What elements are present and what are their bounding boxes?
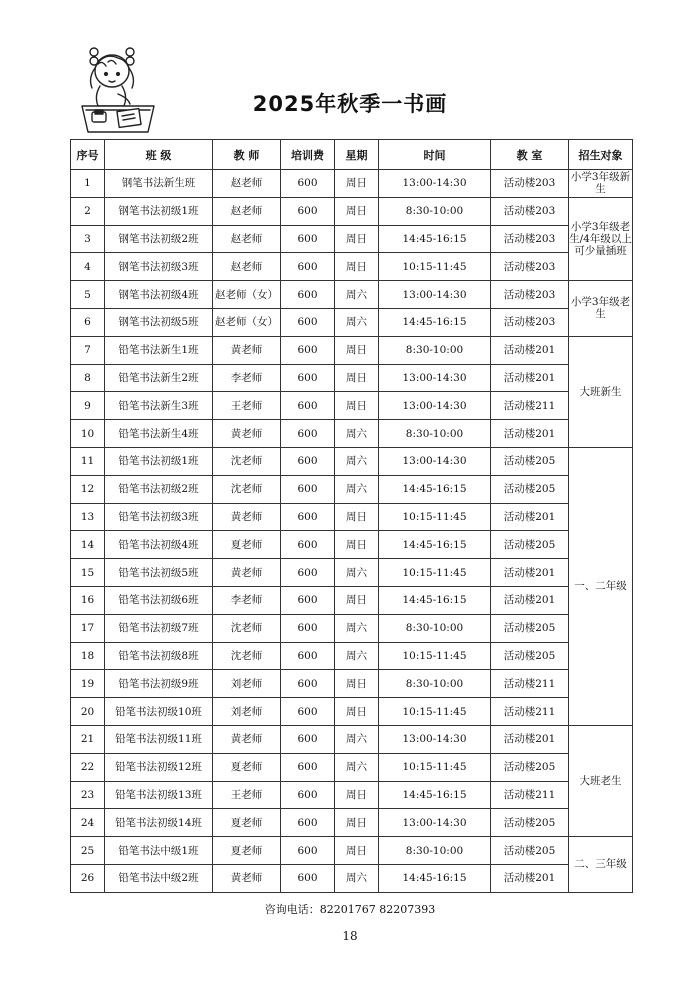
- weekday-cell: 周日: [335, 837, 379, 865]
- row-number-cell: 17: [71, 614, 105, 642]
- fee-cell: 600: [281, 475, 335, 503]
- classroom-cell: 活动楼211: [491, 392, 569, 420]
- weekday-cell: 周六: [335, 281, 379, 309]
- table-row: [71, 170, 633, 198]
- teacher-name-cell: 沈老师: [213, 447, 281, 475]
- teacher-name-cell: 沈老师: [213, 642, 281, 670]
- classroom-cell: 活动楼203: [491, 197, 569, 225]
- teacher-name-cell: 赵老师（女）: [213, 308, 281, 336]
- teacher-name-cell: 黄老师: [213, 420, 281, 448]
- table-row: [71, 364, 633, 392]
- time-slot-cell: 13:00-14:30: [379, 725, 491, 753]
- header-room: 教 室: [491, 140, 569, 170]
- classroom-cell: 活动楼205: [491, 642, 569, 670]
- class-name-cell: 铅笔书法新生3班: [105, 392, 213, 420]
- time-slot-cell: 13:00-14:30: [379, 809, 491, 837]
- weekday-cell: 周六: [335, 642, 379, 670]
- table-row: [71, 586, 633, 614]
- table-row: [71, 837, 633, 865]
- fee-cell: 600: [281, 308, 335, 336]
- class-name-cell: 铅笔书法初级7班: [105, 614, 213, 642]
- class-name-cell: 钢笔书法初级2班: [105, 225, 213, 253]
- table-row: [71, 503, 633, 531]
- table-row: [71, 864, 633, 892]
- class-name-cell: 铅笔书法初级11班: [105, 725, 213, 753]
- row-number-cell: 26: [71, 864, 105, 892]
- classroom-cell: 活动楼205: [491, 614, 569, 642]
- weekday-cell: 周日: [335, 197, 379, 225]
- header-time: 时间: [379, 140, 491, 170]
- classroom-cell: 活动楼201: [491, 420, 569, 448]
- row-number-cell: 4: [71, 253, 105, 281]
- fee-cell: 600: [281, 559, 335, 587]
- classroom-cell: 活动楼211: [491, 670, 569, 698]
- row-number-cell: 12: [71, 475, 105, 503]
- weekday-cell: 周日: [335, 170, 379, 198]
- table-row: [71, 725, 633, 753]
- fee-cell: 600: [281, 781, 335, 809]
- class-name-cell: 铅笔书法初级5班: [105, 559, 213, 587]
- row-number-cell: 14: [71, 531, 105, 559]
- classroom-cell: 活动楼201: [491, 586, 569, 614]
- target-group-cell: 小学3年级老生: [569, 281, 633, 337]
- teacher-name-cell: 刘老师: [213, 670, 281, 698]
- row-number-cell: 24: [71, 809, 105, 837]
- class-name-cell: 铅笔书法初级3班: [105, 503, 213, 531]
- class-name-cell: 钢笔书法初级5班: [105, 308, 213, 336]
- row-number-cell: 8: [71, 364, 105, 392]
- weekday-cell: 周日: [335, 253, 379, 281]
- weekday-cell: 周日: [335, 392, 379, 420]
- row-number-cell: 7: [71, 336, 105, 364]
- row-number-cell: 20: [71, 698, 105, 726]
- class-name-cell: 铅笔书法初级4班: [105, 531, 213, 559]
- time-slot-cell: 14:45-16:15: [379, 531, 491, 559]
- time-slot-cell: 14:45-16:15: [379, 586, 491, 614]
- weekday-cell: 周日: [335, 809, 379, 837]
- time-slot-cell: 10:15-11:45: [379, 753, 491, 781]
- header-fee: 培训费: [281, 140, 335, 170]
- table-row: [71, 559, 633, 587]
- class-name-cell: 铅笔书法初级8班: [105, 642, 213, 670]
- weekday-cell: 周日: [335, 364, 379, 392]
- table-body: [71, 170, 633, 893]
- class-name-cell: 钢笔书法初级3班: [105, 253, 213, 281]
- class-name-cell: 铅笔书法新生1班: [105, 336, 213, 364]
- row-number-cell: 22: [71, 753, 105, 781]
- header-class: 班 级: [105, 140, 213, 170]
- time-slot-cell: 13:00-14:30: [379, 170, 491, 198]
- class-name-cell: 铅笔书法中级1班: [105, 837, 213, 865]
- time-slot-cell: 10:15-11:45: [379, 642, 491, 670]
- fee-cell: 600: [281, 725, 335, 753]
- teacher-name-cell: 黄老师: [213, 725, 281, 753]
- class-name-cell: 铅笔书法初级14班: [105, 809, 213, 837]
- time-slot-cell: 8:30-10:00: [379, 197, 491, 225]
- teacher-name-cell: 赵老师（女）: [213, 281, 281, 309]
- classroom-cell: 活动楼205: [491, 809, 569, 837]
- weekday-cell: 周六: [335, 614, 379, 642]
- classroom-cell: 活动楼211: [491, 781, 569, 809]
- time-slot-cell: 8:30-10:00: [379, 336, 491, 364]
- classroom-cell: 活动楼203: [491, 225, 569, 253]
- row-number-cell: 13: [71, 503, 105, 531]
- fee-cell: 600: [281, 170, 335, 198]
- fee-cell: 600: [281, 197, 335, 225]
- teacher-name-cell: 夏老师: [213, 753, 281, 781]
- fee-cell: 600: [281, 614, 335, 642]
- weekday-cell: 周日: [335, 586, 379, 614]
- weekday-cell: 周日: [335, 225, 379, 253]
- teacher-name-cell: 王老师: [213, 392, 281, 420]
- target-group-cell: 一、二年级: [569, 447, 633, 725]
- target-group-cell: 二、三年级: [569, 837, 633, 893]
- weekday-cell: 周日: [335, 336, 379, 364]
- teacher-name-cell: 夏老师: [213, 837, 281, 865]
- weekday-cell: 周日: [335, 531, 379, 559]
- class-name-cell: 铅笔书法中级2班: [105, 864, 213, 892]
- weekday-cell: 周六: [335, 475, 379, 503]
- weekday-cell: 周六: [335, 308, 379, 336]
- class-schedule-table: [70, 139, 633, 893]
- teacher-name-cell: 李老师: [213, 586, 281, 614]
- classroom-cell: 活动楼203: [491, 308, 569, 336]
- row-number-cell: 15: [71, 559, 105, 587]
- table-row: [71, 392, 633, 420]
- fee-cell: 600: [281, 447, 335, 475]
- fee-cell: 600: [281, 281, 335, 309]
- class-name-cell: 钢笔书法初级1班: [105, 197, 213, 225]
- time-slot-cell: 14:45-16:15: [379, 781, 491, 809]
- table-row: [71, 308, 633, 336]
- class-name-cell: 铅笔书法初级13班: [105, 781, 213, 809]
- table-row: [71, 531, 633, 559]
- teacher-name-cell: 沈老师: [213, 614, 281, 642]
- header-target: 招生对象: [569, 140, 633, 170]
- time-slot-cell: 10:15-11:45: [379, 503, 491, 531]
- time-slot-cell: 13:00-14:30: [379, 281, 491, 309]
- weekday-cell: 周日: [335, 670, 379, 698]
- teacher-name-cell: 赵老师: [213, 197, 281, 225]
- target-group-cell: 大班新生: [569, 336, 633, 447]
- classroom-cell: 活动楼205: [491, 753, 569, 781]
- weekday-cell: 周六: [335, 864, 379, 892]
- fee-cell: 600: [281, 864, 335, 892]
- target-group-cell: 小学3年级新生: [569, 170, 633, 198]
- row-number-cell: 18: [71, 642, 105, 670]
- time-slot-cell: 10:15-11:45: [379, 698, 491, 726]
- fee-cell: 600: [281, 642, 335, 670]
- row-number-cell: 21: [71, 725, 105, 753]
- table-row: [71, 698, 633, 726]
- row-number-cell: 5: [71, 281, 105, 309]
- weekday-cell: 周日: [335, 503, 379, 531]
- fee-cell: 600: [281, 225, 335, 253]
- target-group-cell: 大班老生: [569, 725, 633, 836]
- class-name-cell: 铅笔书法初级10班: [105, 698, 213, 726]
- class-name-cell: 钢笔书法初级4班: [105, 281, 213, 309]
- classroom-cell: 活动楼211: [491, 698, 569, 726]
- row-number-cell: 23: [71, 781, 105, 809]
- table-row: [71, 336, 633, 364]
- teacher-name-cell: 王老师: [213, 781, 281, 809]
- classroom-cell: 活动楼205: [491, 475, 569, 503]
- fee-cell: 600: [281, 364, 335, 392]
- contact-phone: 咨询电话：82201767 82207393: [264, 903, 436, 916]
- header-day: 星期: [335, 140, 379, 170]
- table-row: [71, 809, 633, 837]
- row-number-cell: 9: [71, 392, 105, 420]
- page-number: 18: [342, 929, 358, 943]
- class-name-cell: 铅笔书法初级9班: [105, 670, 213, 698]
- teacher-name-cell: 黄老师: [213, 559, 281, 587]
- time-slot-cell: 14:45-16:15: [379, 308, 491, 336]
- row-number-cell: 3: [71, 225, 105, 253]
- class-name-cell: 铅笔书法初级12班: [105, 753, 213, 781]
- table-row: [71, 447, 633, 475]
- classroom-cell: 活动楼201: [491, 559, 569, 587]
- classroom-cell: 活动楼201: [491, 336, 569, 364]
- fee-cell: 600: [281, 753, 335, 781]
- classroom-cell: 活动楼201: [491, 503, 569, 531]
- classroom-cell: 活动楼205: [491, 531, 569, 559]
- teacher-name-cell: 李老师: [213, 364, 281, 392]
- table-header-row: [71, 140, 633, 170]
- classroom-cell: 活动楼201: [491, 864, 569, 892]
- classroom-cell: 活动楼203: [491, 253, 569, 281]
- header-no: 序号: [71, 140, 105, 170]
- class-name-cell: 铅笔书法初级2班: [105, 475, 213, 503]
- table-row: [71, 253, 633, 281]
- time-slot-cell: 8:30-10:00: [379, 420, 491, 448]
- time-slot-cell: 8:30-10:00: [379, 614, 491, 642]
- weekday-cell: 周六: [335, 559, 379, 587]
- fee-cell: 600: [281, 253, 335, 281]
- time-slot-cell: 13:00-14:30: [379, 392, 491, 420]
- table-row: [71, 475, 633, 503]
- weekday-cell: 周日: [335, 781, 379, 809]
- weekday-cell: 周六: [335, 447, 379, 475]
- table-row: [71, 225, 633, 253]
- target-group-cell: 小学3年级老生/4年级以上可少量插班: [569, 197, 633, 280]
- class-name-cell: 铅笔书法初级1班: [105, 447, 213, 475]
- table-row: [71, 781, 633, 809]
- row-number-cell: 25: [71, 837, 105, 865]
- teacher-name-cell: 赵老师: [213, 253, 281, 281]
- teacher-name-cell: 黄老师: [213, 864, 281, 892]
- row-number-cell: 10: [71, 420, 105, 448]
- fee-cell: 600: [281, 670, 335, 698]
- page-title: 2025年秋季一书画: [252, 92, 448, 116]
- time-slot-cell: 14:45-16:15: [379, 225, 491, 253]
- class-name-cell: 铅笔书法新生2班: [105, 364, 213, 392]
- fee-cell: 600: [281, 420, 335, 448]
- row-number-cell: 6: [71, 308, 105, 336]
- classroom-cell: 活动楼203: [491, 281, 569, 309]
- teacher-name-cell: 赵老师: [213, 170, 281, 198]
- table-row: [71, 420, 633, 448]
- row-number-cell: 1: [71, 170, 105, 198]
- time-slot-cell: 13:00-14:30: [379, 364, 491, 392]
- classroom-cell: 活动楼205: [491, 837, 569, 865]
- classroom-cell: 活动楼201: [491, 364, 569, 392]
- teacher-name-cell: 夏老师: [213, 809, 281, 837]
- row-number-cell: 11: [71, 447, 105, 475]
- row-number-cell: 19: [71, 670, 105, 698]
- fee-cell: 600: [281, 503, 335, 531]
- table-row: [71, 281, 633, 309]
- teacher-name-cell: 夏老师: [213, 531, 281, 559]
- table-row: [71, 670, 633, 698]
- fee-cell: 600: [281, 837, 335, 865]
- classroom-cell: 活动楼203: [491, 170, 569, 198]
- fee-cell: 600: [281, 809, 335, 837]
- weekday-cell: 周六: [335, 753, 379, 781]
- time-slot-cell: 10:15-11:45: [379, 253, 491, 281]
- table-row: [71, 753, 633, 781]
- fee-cell: 600: [281, 336, 335, 364]
- teacher-name-cell: 刘老师: [213, 698, 281, 726]
- class-name-cell: 铅笔书法新生4班: [105, 420, 213, 448]
- time-slot-cell: 10:15-11:45: [379, 559, 491, 587]
- teacher-name-cell: 黄老师: [213, 336, 281, 364]
- fee-cell: 600: [281, 392, 335, 420]
- fee-cell: 600: [281, 698, 335, 726]
- row-number-cell: 16: [71, 586, 105, 614]
- time-slot-cell: 14:45-16:15: [379, 475, 491, 503]
- table-row: [71, 614, 633, 642]
- table-row: [71, 197, 633, 225]
- weekday-cell: 周日: [335, 698, 379, 726]
- weekday-cell: 周六: [335, 420, 379, 448]
- table-row: [71, 642, 633, 670]
- teacher-name-cell: 黄老师: [213, 503, 281, 531]
- class-name-cell: 铅笔书法初级6班: [105, 586, 213, 614]
- header-teacher: 教 师: [213, 140, 281, 170]
- weekday-cell: 周六: [335, 725, 379, 753]
- fee-cell: 600: [281, 586, 335, 614]
- class-name-cell: 钢笔书法新生班: [105, 170, 213, 198]
- time-slot-cell: 14:45-16:15: [379, 864, 491, 892]
- teacher-name-cell: 沈老师: [213, 475, 281, 503]
- time-slot-cell: 8:30-10:00: [379, 837, 491, 865]
- teacher-name-cell: 赵老师: [213, 225, 281, 253]
- classroom-cell: 活动楼205: [491, 447, 569, 475]
- classroom-cell: 活动楼201: [491, 725, 569, 753]
- time-slot-cell: 8:30-10:00: [379, 670, 491, 698]
- time-slot-cell: 13:00-14:30: [379, 447, 491, 475]
- row-number-cell: 2: [71, 197, 105, 225]
- fee-cell: 600: [281, 531, 335, 559]
